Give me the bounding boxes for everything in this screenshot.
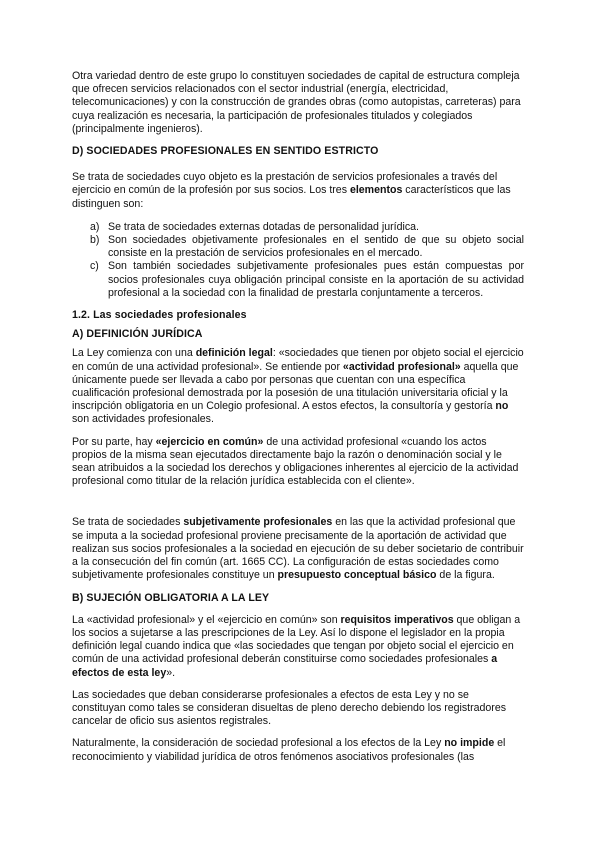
- paragraph-b-requisitos: [72, 614, 524, 680]
- paragraph-b-disueltas: Las sociedades que deban considerarse profesionales a efectos de esta Ley y no se constituyan como tales se consideran disueltas de pleno derecho debiendo los registradores cancelar de oficio sus asientos registrales.: [72, 688, 507, 728]
- paragraph-b-no-impide: [72, 737, 524, 763]
- list-item-text: Se trata de sociedades externas dotadas de personalidad jurídica.: [108, 220, 419, 233]
- intro-paragraph: Otra variedad dentro de este grupo lo constituyen sociedades de capital de estructura compleja que ofrecen servicios relacionados con el sector industrial (energía, electricidad, telecomunicaciones) y con la construcción de grandes obras (como autopistas, carreteras) para cuya realización es necesaria, la participación de profesionales titulados y colegiados (principalmente ingenieros).: [72, 70, 521, 135]
- bold-run: no: [495, 400, 509, 413]
- bold-run: definición legal: [195, 347, 273, 360]
- text-run: en las que la actividad profesional que se imputa a la sociedad profesional proviene precisamente de la aportación de actividad que realizan sus socios profesionales a la sociedad en ejecución de su deber societario de contribuir a la consecución del fin común (art. 1665 CC). La configuración de estas sociedades como subjetivamente profesionales constituye un: [72, 516, 524, 582]
- paragraph-a-ejercicio-comun: [72, 436, 524, 489]
- heading-1-2: 1.2. Las sociedades profesionales: [72, 309, 247, 322]
- text-run: Se trata de sociedades: [72, 516, 184, 529]
- list-item-text: Son sociedades objetivamente profesionales en el sentido de que su objeto social consiste en la prestación de servicios profesionales en el mercado.: [108, 234, 524, 260]
- heading-b-sujecion-obligatoria: B) SUJECIÓN OBLIGATORIA A LA LEY: [72, 591, 270, 604]
- text-run: Naturalmente, la consideración de sociedad profesional a los efectos de la Ley: [72, 737, 445, 750]
- list-marker: c): [90, 260, 99, 273]
- elements-list: [72, 221, 524, 300]
- bold-run: «actividad profesional»: [342, 360, 461, 373]
- text-run: de la figura.: [436, 569, 495, 582]
- text-run: La «actividad profesional» y el «ejercicio en común» son: [72, 613, 341, 626]
- list-item-text: Son también sociedades subjetivamente profesionales pues están compuestas por socios profesionales cuya obligación principal consiste en la aportación de su actividad profesional a la sociedad con la finalidad de prestarla conjuntamente a terceros.: [108, 260, 524, 299]
- bold-run: subjetivamente profesionales: [183, 516, 333, 529]
- text-run: Por su parte, hay: [72, 435, 156, 448]
- bold-run: a efectos de esta ley: [72, 653, 498, 679]
- heading-d-sociedades-profesionales: D) SOCIEDADES PROFESIONALES EN SENTIDO ESTRICTO: [72, 145, 379, 158]
- bold-run: no impide: [444, 737, 495, 750]
- text-run: Se trata de sociedades cuyo objeto es la prestación de servicios profesionales a través del ejercicio en común de la profesión por sus socios. Los tres: [72, 171, 498, 197]
- text-run: son actividades profesionales.: [72, 413, 214, 426]
- bold-run: presupuesto conceptual básico: [277, 569, 437, 582]
- bold-run: «ejercicio en común»: [155, 435, 264, 448]
- paragraph-a-subjetivamente: [72, 516, 524, 582]
- text-run: : «sociedades que tienen por objeto social el ejercicio en común de una actividad profesional». Se entiende por: [72, 347, 524, 373]
- bold-run: requisitos imperativos: [340, 613, 454, 626]
- paragraph-d-definition: [72, 171, 524, 211]
- text-run: el reconocimiento y viabilidad jurídica de otros fenómenos asociativos profesionales (las: [72, 737, 506, 763]
- heading-a-definicion-juridica: A) DEFINICIÓN JURÍDICA: [72, 328, 203, 341]
- text-run: de una actividad profesional «cuando los actos propios de la misma sean ejecutados directamente bajo la razón o denominación social y le sean atribuidos a la sociedad los derechos y obligaciones inherentes al ejercicio de la actividad profesional como titular de la relación jurídica establecida con el cliente».: [72, 435, 519, 488]
- bold-run: elementos: [349, 184, 403, 197]
- list-marker: b): [90, 234, 100, 247]
- paragraph-a-legal-definition: [72, 347, 524, 426]
- text-run: aquella que únicamente puede ser llevada a cabo por personas que cuentan con una específica cualificación profesional demostrada por la posesión de una titulación universitaria oficial y la inscripción obligatoria en un Colegio profesional. A estos efectos, la consultoría y gestoría: [72, 360, 519, 413]
- text-run: ».: [166, 666, 176, 679]
- list-item: [72, 260, 524, 300]
- text-run: que obligan a los socios a sujetarse a las prescripciones de la Ley. Así lo dispone el legislador en la propia definición legal cuando indica que «las sociedades que tengan por objeto social el ejercicio en común de una actividad profesional deberán constituirse como sociedades profesionales: [72, 613, 521, 666]
- document-body: [72, 70, 524, 764]
- list-item: [72, 221, 524, 234]
- list-marker: a): [90, 220, 100, 233]
- text-run: característicos que las distinguen son:: [72, 184, 511, 210]
- list-item: [72, 234, 524, 260]
- text-run: La Ley comienza con una: [72, 347, 196, 360]
